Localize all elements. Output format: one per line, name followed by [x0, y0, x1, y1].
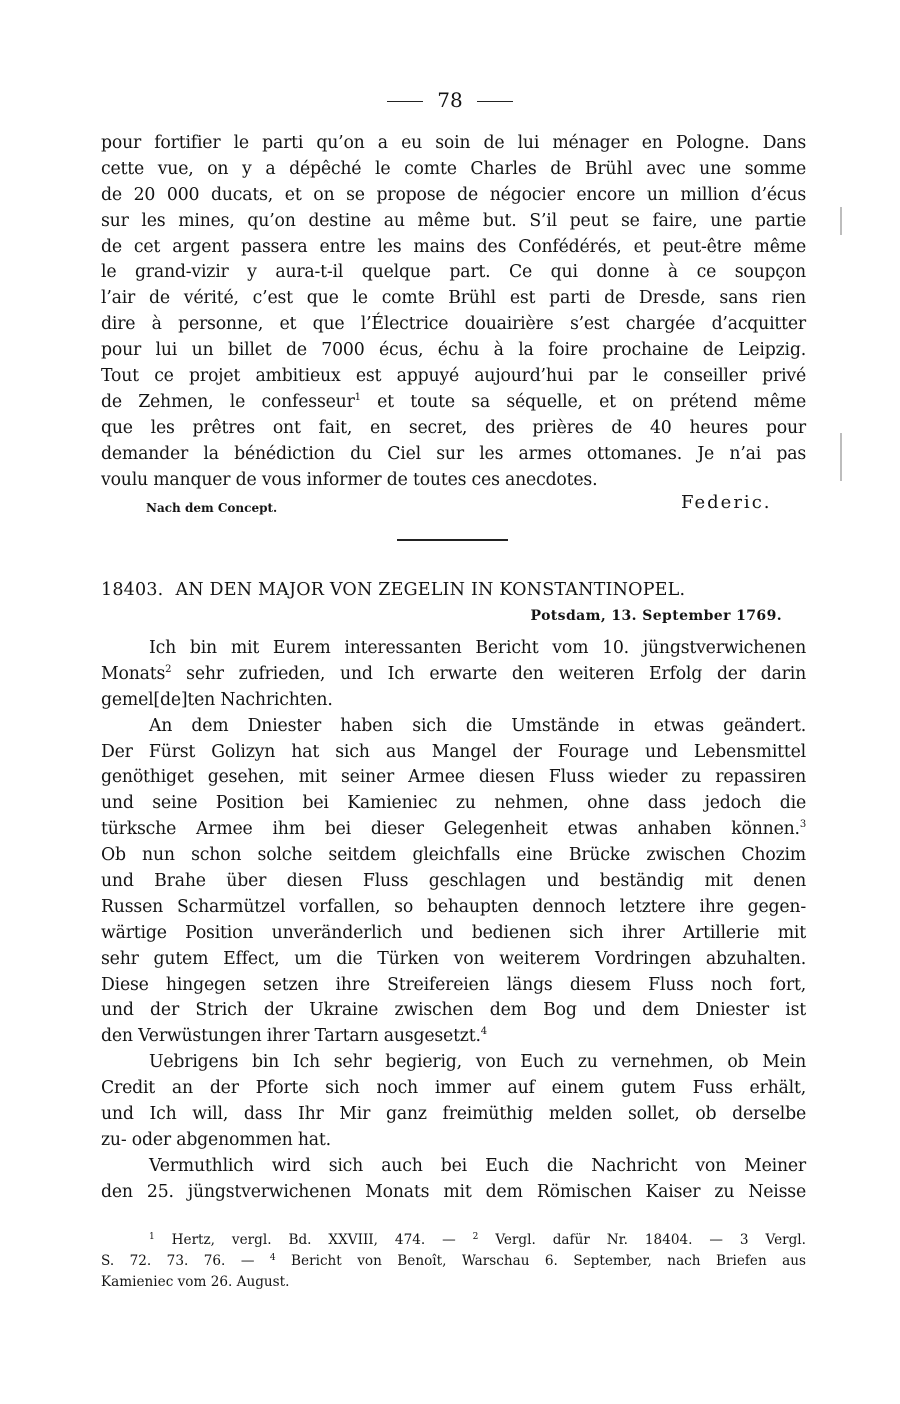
text-line: de 20 000 ducats, et on se propose de négocier encore un million d’écus: [101, 184, 806, 205]
text-line: Uebrigens bin Ich sehr begierig, von Euch zu vernehmen, ob Mein: [149, 1052, 806, 1073]
text-line: [101, 817, 806, 843]
text-line: Diese hingegen setzen ihre Streifereien längs diesem Fluss noch fort,: [101, 974, 806, 995]
text-line: [101, 1024, 806, 1050]
letter-heading: [101, 580, 806, 600]
text-line: Russen Scharmützel vorfallen, so behaupten dennoch letztere ihre gegen-: [101, 896, 806, 917]
text-line: l’air de vérité, c’est que le comte Brühl est parti de Dresde, sans rien: [101, 288, 806, 309]
text-line: le grand-vizir y aura-t-il quelque part. Ce qui donne à ce soupçon: [101, 262, 806, 283]
footnote-marker: 3: [799, 819, 806, 831]
footnote-text: Vergl. dafür Nr. 18404. — 3 Vergl.: [478, 1232, 806, 1248]
text-fragment: Monats: [101, 663, 166, 684]
continued-letter-text: [101, 131, 806, 493]
text-line: [101, 662, 806, 688]
text-line: dire à personne, et que l’Électrice douairière s’est chargée d’acquitter: [101, 314, 806, 335]
footnote-marker: 4: [480, 1026, 487, 1038]
footnote-line: Kamieniec vom 26. August.: [101, 1274, 290, 1290]
footnote-line: [101, 1230, 806, 1251]
text-fragment: et toute sa séquelle, et on prétend même: [360, 391, 807, 412]
text-line: [101, 390, 806, 416]
letter-title: AN DEN MAJOR VON ZEGELIN IN KONSTANTINOPEL.: [175, 580, 686, 600]
footnote-text: Hertz, vergl. Bd. XXVIII, 474. —: [154, 1232, 473, 1248]
text-fragment: de Zehmen, le confesseur: [101, 391, 355, 412]
header-dash-right: [477, 101, 513, 102]
text-line: demander la bénédiction du Ciel sur les armes ottomanes. Je n’ai pas: [101, 443, 806, 464]
text-line: wärtige Position unveränderlich und bedienen sich ihrer Artillerie mit: [101, 922, 806, 943]
text-line: de cet argent passera entre les mains des Confédérés, et peut-être même: [101, 236, 806, 257]
text-line: und Brahe über diesen Fluss geschlagen und beständig mit denen: [101, 871, 806, 892]
text-line: Tout ce projet ambitieux est appuyé aujourd’hui par le conseiller privé: [101, 366, 806, 387]
text-line: pour fortifier le parti qu’on a eu soin de lui ménager en Pologne. Dans: [101, 133, 806, 153]
footnote-marker: 1: [354, 391, 361, 403]
signature: Federic.: [681, 492, 772, 513]
letter-number: 18403.: [101, 580, 164, 600]
footnote-text: S. 72. 73. 76. —: [101, 1253, 270, 1269]
text-line: cette vue, on y a dépêché le comte Charles de Brühl avec une somme: [101, 158, 806, 179]
footnote-marker: 2: [472, 1232, 479, 1242]
text-line: Ob nun schon solche seitdem gleichfalls eine Brücke zwischen Chozim: [101, 845, 806, 866]
footnote-marker: 4: [269, 1253, 276, 1263]
text-line: den 25. jüngstverwichenen Monats mit dem Römischen Kaiser zu Neisse: [101, 1181, 806, 1202]
text-fragment: sehr zufrieden, und Ich erwarte den weiteren Erfolg der darin: [171, 663, 806, 684]
text-line: Ich bin mit Eurem interessanten Bericht vom 10. jüngstverwichenen: [149, 638, 806, 658]
footnotes: [101, 1230, 806, 1293]
margin-mark: [840, 207, 842, 235]
margin-mark: [840, 433, 842, 481]
dateline: Potsdam, 13. September 1769.: [530, 608, 782, 624]
text-line: An dem Dniester haben sich die Umstände in etwas geändert.: [149, 715, 806, 736]
text-line: sehr gutem Effect, um die Türken von weiterem Vordringen abzuhalten.: [101, 948, 806, 969]
header-dash-left: [387, 101, 423, 102]
text-line: und Ich will, dass Ihr Mir ganz freimüthig melden sollet, ob derselbe: [101, 1104, 806, 1125]
source-note: Nach dem Concept.: [146, 501, 278, 515]
footnote-line: [101, 1251, 806, 1272]
text-line: Vermuthlich wird sich auch bei Euch die Nachricht von Meiner: [149, 1155, 806, 1176]
text-line: sur les mines, qu’on destine au même but. S’il peut se faire, une partie: [101, 210, 806, 231]
footnote-marker: 2: [165, 663, 172, 675]
footnote-text: Bericht von Benoît, Warschau 6. September, nach Briefen aus: [275, 1253, 806, 1269]
text-line: und der Strich der Ukraine zwischen dem Bog und dem Dniester ist: [101, 1000, 806, 1021]
letter-body: [101, 636, 806, 1206]
page-header: [0, 88, 900, 112]
text-line: voulu manquer de vous informer de toutes ces anecdotes.: [101, 469, 598, 490]
page-number: 78: [437, 88, 463, 112]
text-line: genöthiget gesehen, mit seiner Armee diesen Fluss wieder zu repassiren: [101, 767, 806, 788]
text-line: pour lui un billet de 7000 écus, échu à la foire prochaine de Leipzig.: [101, 340, 806, 361]
text-line: Der Fürst Golizyn hat sich aus Mangel der Fourage und Lebensmittel: [101, 741, 806, 762]
text-line: und seine Position bei Kamieniec zu nehmen, ohne dass jedoch die: [101, 793, 806, 814]
text-line: Credit an der Pforte sich noch immer auf einem gutem Fuss erhält,: [101, 1078, 806, 1099]
text-line: gemel[de]ten Nachrichten.: [101, 689, 333, 710]
footnote-marker: 1: [149, 1232, 155, 1242]
text-fragment: türksche Armee ihm bei dieser Gelegenheit etwas anhaben können.: [101, 819, 800, 840]
section-divider: [397, 539, 508, 541]
text-line: zu- oder abgenommen hat.: [101, 1129, 331, 1150]
text-fragment: den Verwüstungen ihrer Tartarn ausgesetzt.: [101, 1026, 481, 1047]
text-line: que les prêtres ont fait, en secret, des prières de 40 heures pour: [101, 417, 806, 438]
